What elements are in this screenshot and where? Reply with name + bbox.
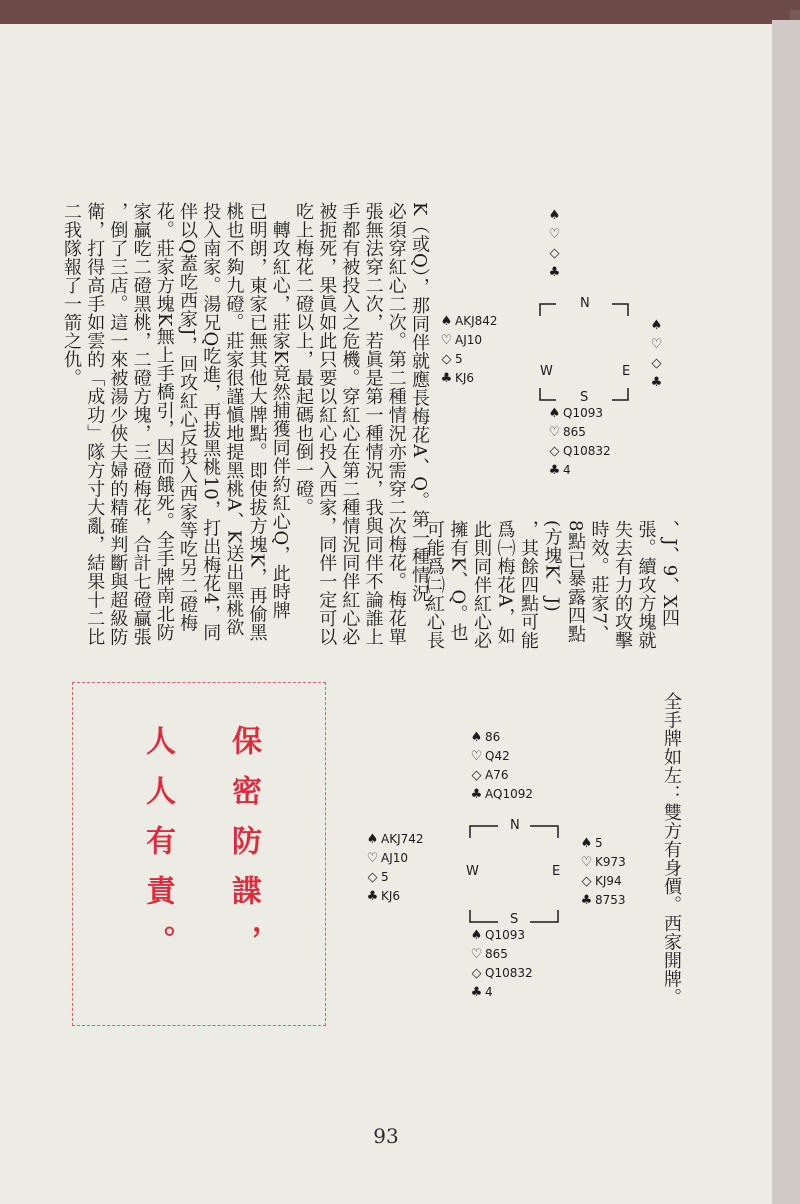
club-cards: KJ6 (455, 371, 475, 385)
spade-cards: 86 (485, 730, 501, 744)
club-icon: ♣ (470, 985, 483, 1000)
hand-row (580, 853, 626, 872)
hand-row (548, 442, 611, 461)
diamond-cards: A76 (485, 768, 509, 782)
club-icon: ♣ (580, 893, 593, 908)
hand-row (470, 983, 533, 1002)
hand-row (440, 331, 498, 350)
club-cards: 4 (485, 985, 493, 999)
diagram1-south-hand (548, 404, 611, 480)
club-icon: ♣ (548, 463, 561, 478)
heart-icon: ♡ (470, 749, 483, 764)
diamond-cards: Q10832 (485, 966, 533, 980)
compass-south-label: S (580, 390, 589, 405)
heart-cards: AJ10 (455, 333, 483, 347)
hand-row (580, 872, 626, 891)
slogan-line-2: 人人有責。 (140, 725, 175, 975)
spade-icon: ♠ (580, 836, 593, 851)
text-column: 爲㈠梅花A，如 (494, 520, 516, 645)
diagram1-north-hand (548, 206, 563, 282)
text-column: 全手牌如左：雙方有身價。西家開牌。 (661, 692, 682, 1007)
club-icon: ♣ (366, 889, 379, 904)
compass-brackets (538, 302, 630, 402)
diamond-cards: 5 (381, 870, 389, 884)
hand-row (650, 316, 665, 335)
diamond-icon: ◇ (471, 768, 482, 783)
heart-icon: ♡ (548, 425, 561, 440)
diagram2-west-hand (366, 830, 424, 906)
text-column: 投入南家。湯兄Q吃進，再拔黑桃10，打出梅花4，同 (200, 202, 222, 642)
hand-row (366, 830, 424, 849)
diamond-icon: ◇ (471, 966, 482, 981)
hand-row (440, 312, 498, 331)
spade-icon: ♠ (366, 832, 379, 847)
heart-icon: ♡ (440, 333, 453, 348)
spade-icon: ♠ (470, 730, 483, 745)
hand-row (470, 785, 533, 804)
hand-row (440, 369, 498, 388)
hand-row (580, 834, 626, 853)
compass-east-label: E (552, 864, 561, 879)
club-cards: 8753 (595, 893, 626, 907)
diagram2-north-hand (470, 728, 533, 804)
heart-icon: ♡ (366, 851, 379, 866)
page-number: 93 (373, 1124, 399, 1148)
text-column: 可能爲㈡紅心長 (424, 520, 445, 650)
text-column: 已明朗，東家已無其他大牌點。即使拔方塊K，再偷黑 (246, 202, 268, 642)
hand-row (580, 891, 626, 910)
text-column: (方塊K、J) (541, 520, 563, 613)
diagram1-compass (538, 296, 631, 405)
diagram2-compass (466, 818, 561, 927)
spade-icon: ♠ (650, 318, 663, 333)
text-column: 衛，打得高手如雲的「成功」隊方寸大亂，結果十二比 (84, 202, 106, 646)
spade-icon: ♠ (548, 406, 561, 421)
hand-row (470, 766, 533, 785)
text-column: 張無法穿二次，若眞是第一種情況，我與同伴不論誰上 (362, 202, 384, 646)
heart-icon: ♡ (650, 337, 663, 352)
diamond-icon: ◇ (651, 356, 662, 371)
slogan-box (72, 682, 326, 1026)
book-page (0, 24, 772, 1204)
diamond-icon: ◇ (441, 352, 452, 367)
heart-cards: 865 (485, 947, 508, 961)
spade-cards: AKJ842 (455, 314, 498, 328)
text-column: 張。續攻方塊就 (635, 520, 657, 650)
hand-row (440, 350, 498, 369)
hand-row (548, 225, 563, 244)
club-cards: KJ6 (381, 889, 401, 903)
hand-row (470, 964, 533, 983)
diamond-icon: ◇ (549, 444, 560, 459)
hand-row (548, 423, 611, 442)
hand-row (650, 335, 665, 354)
text-column: 吃上梅花二磴以上，最起碼也倒一磴。 (292, 202, 314, 517)
diagram2-south-hand (470, 926, 533, 1002)
text-column: 此則同伴紅心必 (471, 520, 492, 650)
text-column: ，倒了三店。這一來被湯少俠夫婦的精確判斷與超級防 (107, 202, 129, 646)
spade-cards: 5 (595, 836, 603, 850)
hand-row (366, 887, 424, 906)
club-icon: ♣ (440, 371, 453, 386)
spade-icon: ♠ (440, 314, 453, 329)
text-column: 必須穿紅心二次。第二種情況亦需穿二次梅花。梅花單 (385, 202, 407, 646)
spade-cards: AKJ742 (381, 832, 424, 846)
heart-cards: 865 (563, 425, 586, 439)
diagram1-east-hand (650, 316, 665, 392)
hand-row (650, 373, 665, 392)
compass-brackets (468, 824, 560, 924)
heart-icon: ♡ (470, 947, 483, 962)
page-stack-edge (772, 20, 800, 1204)
hand-row (548, 404, 611, 423)
club-icon: ♣ (650, 375, 663, 390)
diamond-icon: ◇ (367, 870, 378, 885)
text-column: K（或Q），那同伴就應長梅花A、Q。第一種情況， (408, 202, 430, 621)
compass-west-label: W (466, 864, 479, 879)
text-column: 8點已暴露四點 (565, 520, 586, 643)
compass-north-label: N (580, 296, 590, 311)
hand-row (470, 926, 533, 945)
text-column: 時效。莊家7、 (588, 520, 610, 643)
club-cards: 4 (563, 463, 571, 477)
club-icon: ♣ (470, 787, 483, 802)
diamond-icon: ◇ (581, 874, 592, 889)
slogan-line-1: 保密防諜， (226, 725, 261, 975)
diamond-cards: 5 (455, 352, 463, 366)
heart-cards: K973 (595, 855, 626, 869)
diagram1-west-hand (440, 312, 498, 388)
diagram2-east-hand (580, 834, 626, 910)
hand-row (366, 868, 424, 887)
compass-east-label: E (622, 364, 631, 379)
hand-row (366, 849, 424, 868)
heart-cards: AJ10 (381, 851, 409, 865)
hand-row (650, 354, 665, 373)
diamond-cards: Q10832 (563, 444, 611, 458)
compass-south-label: S (510, 912, 519, 927)
diamond-cards: KJ94 (595, 874, 622, 888)
text-column: 桃也不夠九磴。莊家很謹愼地提黑桃A、K送出黑桃欲 (223, 202, 245, 637)
spade-icon: ♠ (470, 928, 483, 943)
hand-row (548, 206, 563, 225)
text-column: 伴以Q蓋吃西家J，回攻紅心反投入西家等吃另二磴梅 (176, 202, 198, 632)
club-cards: AQ1092 (485, 787, 533, 801)
text-column: 手都有被投入之危機。穿紅心在第二種情況同伴紅心必 (339, 202, 361, 646)
hand-row (548, 461, 611, 480)
hand-row (470, 728, 533, 747)
hand-row (470, 945, 533, 964)
club-icon: ♣ (548, 265, 561, 280)
spade-cards: Q1093 (563, 406, 603, 420)
spade-cards: Q1093 (485, 928, 525, 942)
text-column: 二我隊報了一箭之仇。 (60, 202, 82, 387)
text-column: 花。莊家方塊K無上手橋引，因而餓死。全手牌南北防 (153, 202, 175, 642)
diamond-icon: ◇ (549, 246, 560, 261)
text-column: ，其餘四點可能 (518, 520, 539, 650)
heart-cards: Q42 (485, 749, 510, 763)
text-column: 失去有力的攻擊 (612, 520, 633, 650)
hand-row (548, 244, 563, 263)
hand-row (470, 747, 533, 766)
text-column: 擁有K、Q。也 (447, 520, 469, 642)
heart-icon: ♡ (580, 855, 593, 870)
text-column: 家贏吃二磴黑桃，二磴方塊，三磴梅花，合計七磴贏張 (130, 202, 152, 646)
compass-north-label: N (510, 818, 520, 833)
compass-west-label: W (540, 364, 553, 379)
text-column: 、J、9、X四 (659, 520, 680, 627)
text-column: 轉攻紅心，莊家K竟然捕獲同伴約紅心Q，此時牌 (269, 202, 291, 620)
spade-icon: ♠ (548, 208, 561, 223)
heart-icon: ♡ (548, 227, 561, 242)
text-column: 被扼死，果眞如此只要以紅心投入西家，同伴一定可以 (316, 202, 338, 646)
hand-row (548, 263, 563, 282)
